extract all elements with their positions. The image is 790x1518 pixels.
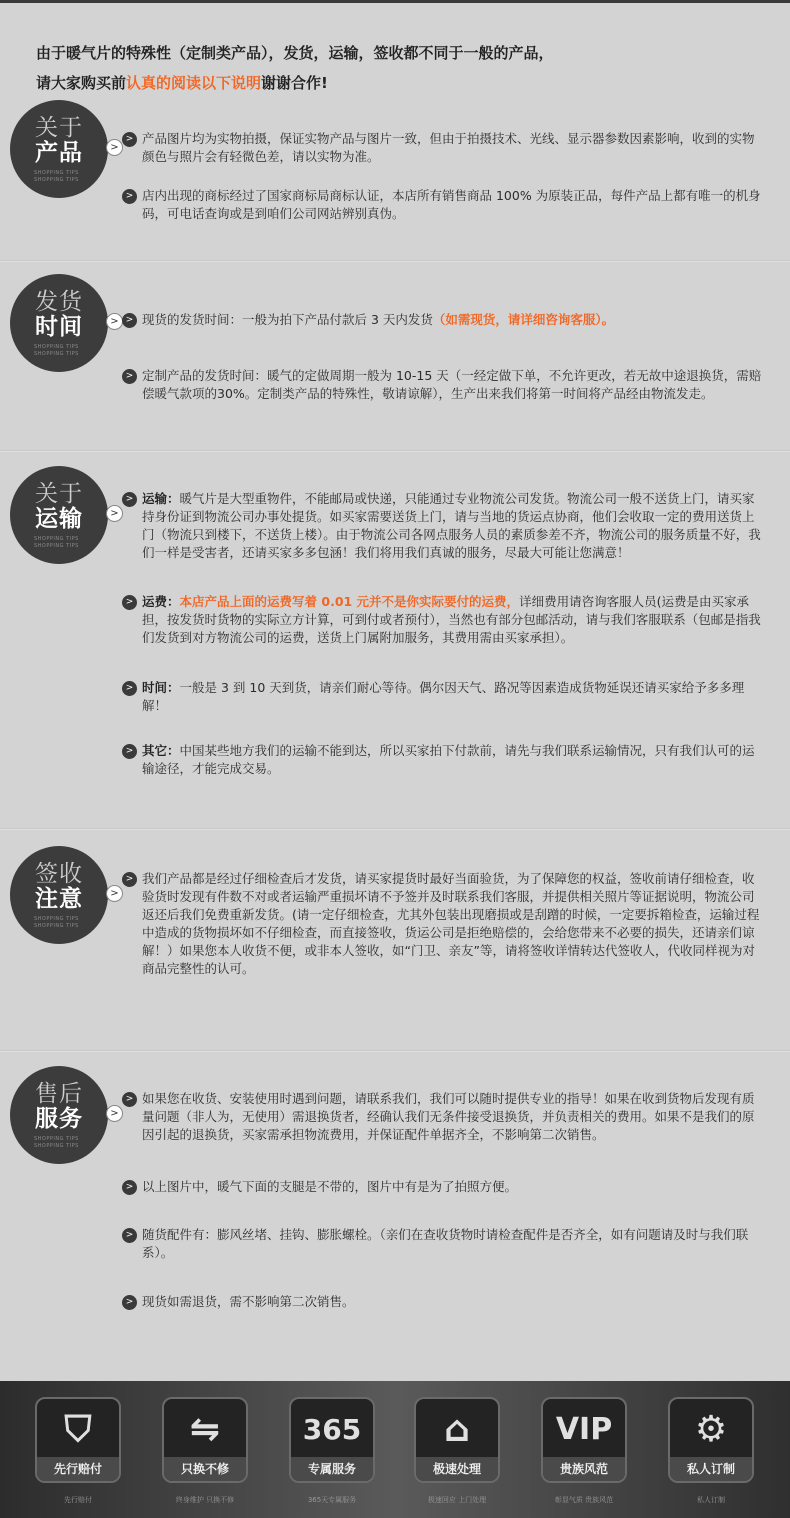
service-badge-label: 贵族风范 [543,1457,625,1481]
section-badge [10,466,119,564]
section-badge [10,100,119,198]
item-text-highlight: 本店产品上面的运费写着 0.01 元并不是你实际要付的运费， [179,594,520,609]
item-text: 产品图片均为实物拍摄，保证实物产品与图片一致，但由于拍摄技术、光线、显示器参数因素影响，收到的实物颜色与照片会有轻微色差，请以实物为准。 [142,131,755,164]
intro-line-2-pre: 请大家购买前 [36,74,127,92]
chevron-right-icon: > [122,189,137,204]
chevron-right-icon: > [106,1105,123,1122]
chevron-right-icon: > [122,1295,137,1310]
item-text-main: 现货的发货时间：一般为拍下产品付款后 3 天内发货 [142,312,433,327]
chevron-right-icon: > [106,139,123,156]
intro-line-1: 由于暖气片的特殊性（定制类产品），发货，运输，签收都不同于一般的产品， [36,44,554,62]
service-badge-caption: 终身维护 只换不修 [175,1496,235,1504]
badge-title-1: 售后 [35,1081,83,1107]
chevron-right-icon: > [122,872,137,887]
service-badge [668,1397,754,1483]
chevron-right-icon: > [122,681,137,696]
list-item [122,679,762,715]
badge-title-2: 注意 [35,886,83,912]
service-badge-bar [0,1381,790,1518]
item-label: 运输： [142,491,180,506]
item-text: 随货配件有：膨风丝堵、挂钩、膨胀螺栓。（亲们在查收货物时请检查配件是否齐全，如有问题请及时与我们联系）。 [142,1227,749,1260]
item-text: 现货如需退货，需不影响第二次销售。 [142,1294,355,1309]
item-label: 其它： [142,743,180,758]
service-badge [541,1397,627,1483]
item-text [142,490,762,562]
item-text-main: 中国某些地方我们的运输不能到达，所以买家拍下付款前，请先与我们联系运输情况，只有我们认可的运输途径，才能完成交易。 [142,743,755,776]
chevron-right-icon: > [122,1228,137,1243]
list-item [122,593,762,647]
badge-title-2: 服务 [35,1106,83,1132]
list-item [122,742,762,778]
badge-title-1: 关于 [35,481,83,507]
service-badge [162,1397,248,1483]
item-label: 时间： [142,680,180,695]
item-text [142,311,762,329]
intro-notice [36,38,554,98]
list-item [122,130,762,166]
gear-pencil-icon: ⚙ [694,1409,728,1450]
badge-subtitle: SHOPPING TIPS SHOPPING TIPS [34,1136,79,1149]
top-rule [0,0,790,3]
section-divider [0,260,790,262]
item-text [142,593,762,647]
chevron-right-icon: > [122,595,137,610]
list-item [122,187,762,223]
section-divider [0,450,790,452]
item-text: 定制产品的发货时间：暖气的定做周期一般为 10-15 天（一经定做下单，不允许更改，若无故中途退换货，需赔偿暖气款项的30%。定制类产品的特殊性，敬请谅解），生产出来我们将第一时间将产品经由物流发走。 [142,368,762,401]
item-text-main: 详细费用请咨询客服人员(运费是由买家承担，按发货时货物的实际立方计算，可到付或者预付），当然也有部分包邮活动，请与我们客服联系（包邮是指我们发货到对方物流公司的运费，送货上门属附加服务，其费用需由买家承担）。 [142,594,761,645]
chevron-right-icon: > [106,313,123,330]
item-text: 以上图片中，暖气下面的支腿是不带的，图片中有是为了拍照方便。 [142,1179,518,1194]
item-text-main: 暖气片是大型重物件，不能邮局或快递，只能通过专业物流公司发货。物流公司一般不送货上门，请买家持身份证到物流公司办事处提货。如买家需要送货上门，请与当地的货运点协商，他们会收取一定的费用送货上门（物流只到楼下，不送货上楼）。由于物流公司各网点服务人员的素质参差不齐，物流公司的服务质量不好，我们一样是受害者，还请买家多多包涵！我们将用我们真诚的服务，尽最大可能让您满意！ [142,491,761,560]
intro-line-2-post: 谢谢合作! [261,74,328,92]
shield-icon: ⛉ [64,1409,92,1450]
list-item [122,490,762,562]
section-divider [0,828,790,830]
item-text [142,742,762,778]
service-badge [35,1397,121,1483]
chevron-right-icon: > [106,505,123,522]
badge-subtitle: SHOPPING TIPS SHOPPING TIPS [34,916,79,929]
badge-title-2: 时间 [35,314,83,340]
section-badge [10,274,119,372]
list-item [122,1178,762,1196]
chevron-right-icon: > [122,132,137,147]
list-item [122,1090,762,1144]
chevron-right-icon: > [122,744,137,759]
service-badge-caption: 彰显气质 贵族风范 [554,1496,614,1504]
vip-icon: VIP [555,1412,613,1447]
service-badge-label: 私人订制 [670,1457,752,1481]
badge-title-2: 产品 [35,140,83,166]
chevron-right-icon: > [122,492,137,507]
exchange-shield-icon: ⇋ [189,1409,221,1450]
service-badge-caption: 极速回应 上门处理 [427,1496,487,1504]
badge-subtitle: SHOPPING TIPS SHOPPING TIPS [34,344,79,357]
service-badge-label: 先行赔付 [37,1457,119,1481]
badge-title-1: 关于 [35,115,83,141]
item-label: 运费： [142,594,180,609]
service-badge-caption: 先行赔付 [64,1496,92,1504]
badge-subtitle: SHOPPING TIPS SHOPPING TIPS [34,536,79,549]
section-divider [0,1050,790,1052]
service-badge-caption: 私人订制 [697,1496,725,1504]
item-text: 店内出现的商标经过了国家商标局商标认证，本店所有销售商品 100% 为原装正品，每件产品上都有唯一的机身码，可电话查询或是到咱们公司网站辨别真伪。 [142,188,761,221]
section-badge [10,1066,119,1164]
chevron-right-icon: > [122,1180,137,1195]
badge-title-1: 签收 [35,861,83,887]
fast-house-icon: ⌂ [444,1409,470,1450]
badge-title-2: 运输 [35,506,83,532]
list-item [122,367,762,403]
item-text-highlight: （如需现货，请详细咨询客服）。 [432,312,615,327]
service-badge [289,1397,375,1483]
service-badge-label: 极速处理 [416,1457,498,1481]
item-text-main: 一般是 3 到 10 天到货，请亲们耐心等待。偶尔因天气、路况等因素造成货物延误还请买家给予多多理解！ [142,680,745,713]
service-badge-caption: 365天专属服务 [307,1496,357,1504]
badge-title-1: 发货 [35,289,83,315]
service-badge [414,1397,500,1483]
chevron-right-icon: > [106,885,123,902]
list-item [122,1293,762,1311]
list-item [122,311,762,329]
intro-highlight: 认真的阅读以下说明 [126,74,262,92]
badge-subtitle: SHOPPING TIPS SHOPPING TIPS [34,170,79,183]
chevron-right-icon: > [122,369,137,384]
chevron-right-icon: > [122,313,137,328]
service-badge-label: 专属服务 [291,1457,373,1481]
section-badge [10,846,119,944]
service-badge-label: 只换不修 [164,1457,246,1481]
chevron-right-icon: > [122,1092,137,1107]
item-text [142,679,762,715]
list-item [122,870,762,978]
intro-line-2 [36,68,554,98]
list-item [122,1226,762,1262]
item-text: 如果您在收货、安装使用时遇到问题，请联系我们，我们可以随时提供专业的指导！如果在收到货物后发现有质量问题（非人为，无使用）需退换货者，经确认我们无条件接受退换货，并负责相关的费用。如果不是我们的原因引起的退换货，买家需承担物流费用，并保证配件单据齐全，不影响第二次销售。 [142,1091,755,1142]
item-text: 我们产品都是经过仔细检查后才发货，请买家提货时最好当面验货，为了保障您的权益，签收前请仔细检查，收验货时发现有件数不对或者运输严重损坏请不予签并及时联系我们客服，并提供相关照片等证据说明，物流公司返还后我们免费重新发货。(请一定仔细检查，尤其外包装出现磨损或是刮蹭的时候，一定要拆箱检查，运输过程中造成的货物损坏如不仔细检查，而直接签收，货运公司是拒绝赔偿的，会给您带来不必要的损失，还请亲们谅解！）如果您本人收货不便，或非本人签收，如“门卫、亲友”等，请将签收详情转达代签收人，代收同样视为对商品完整性的认可。 [142,871,760,976]
365-service-icon: 365 [302,1413,362,1446]
